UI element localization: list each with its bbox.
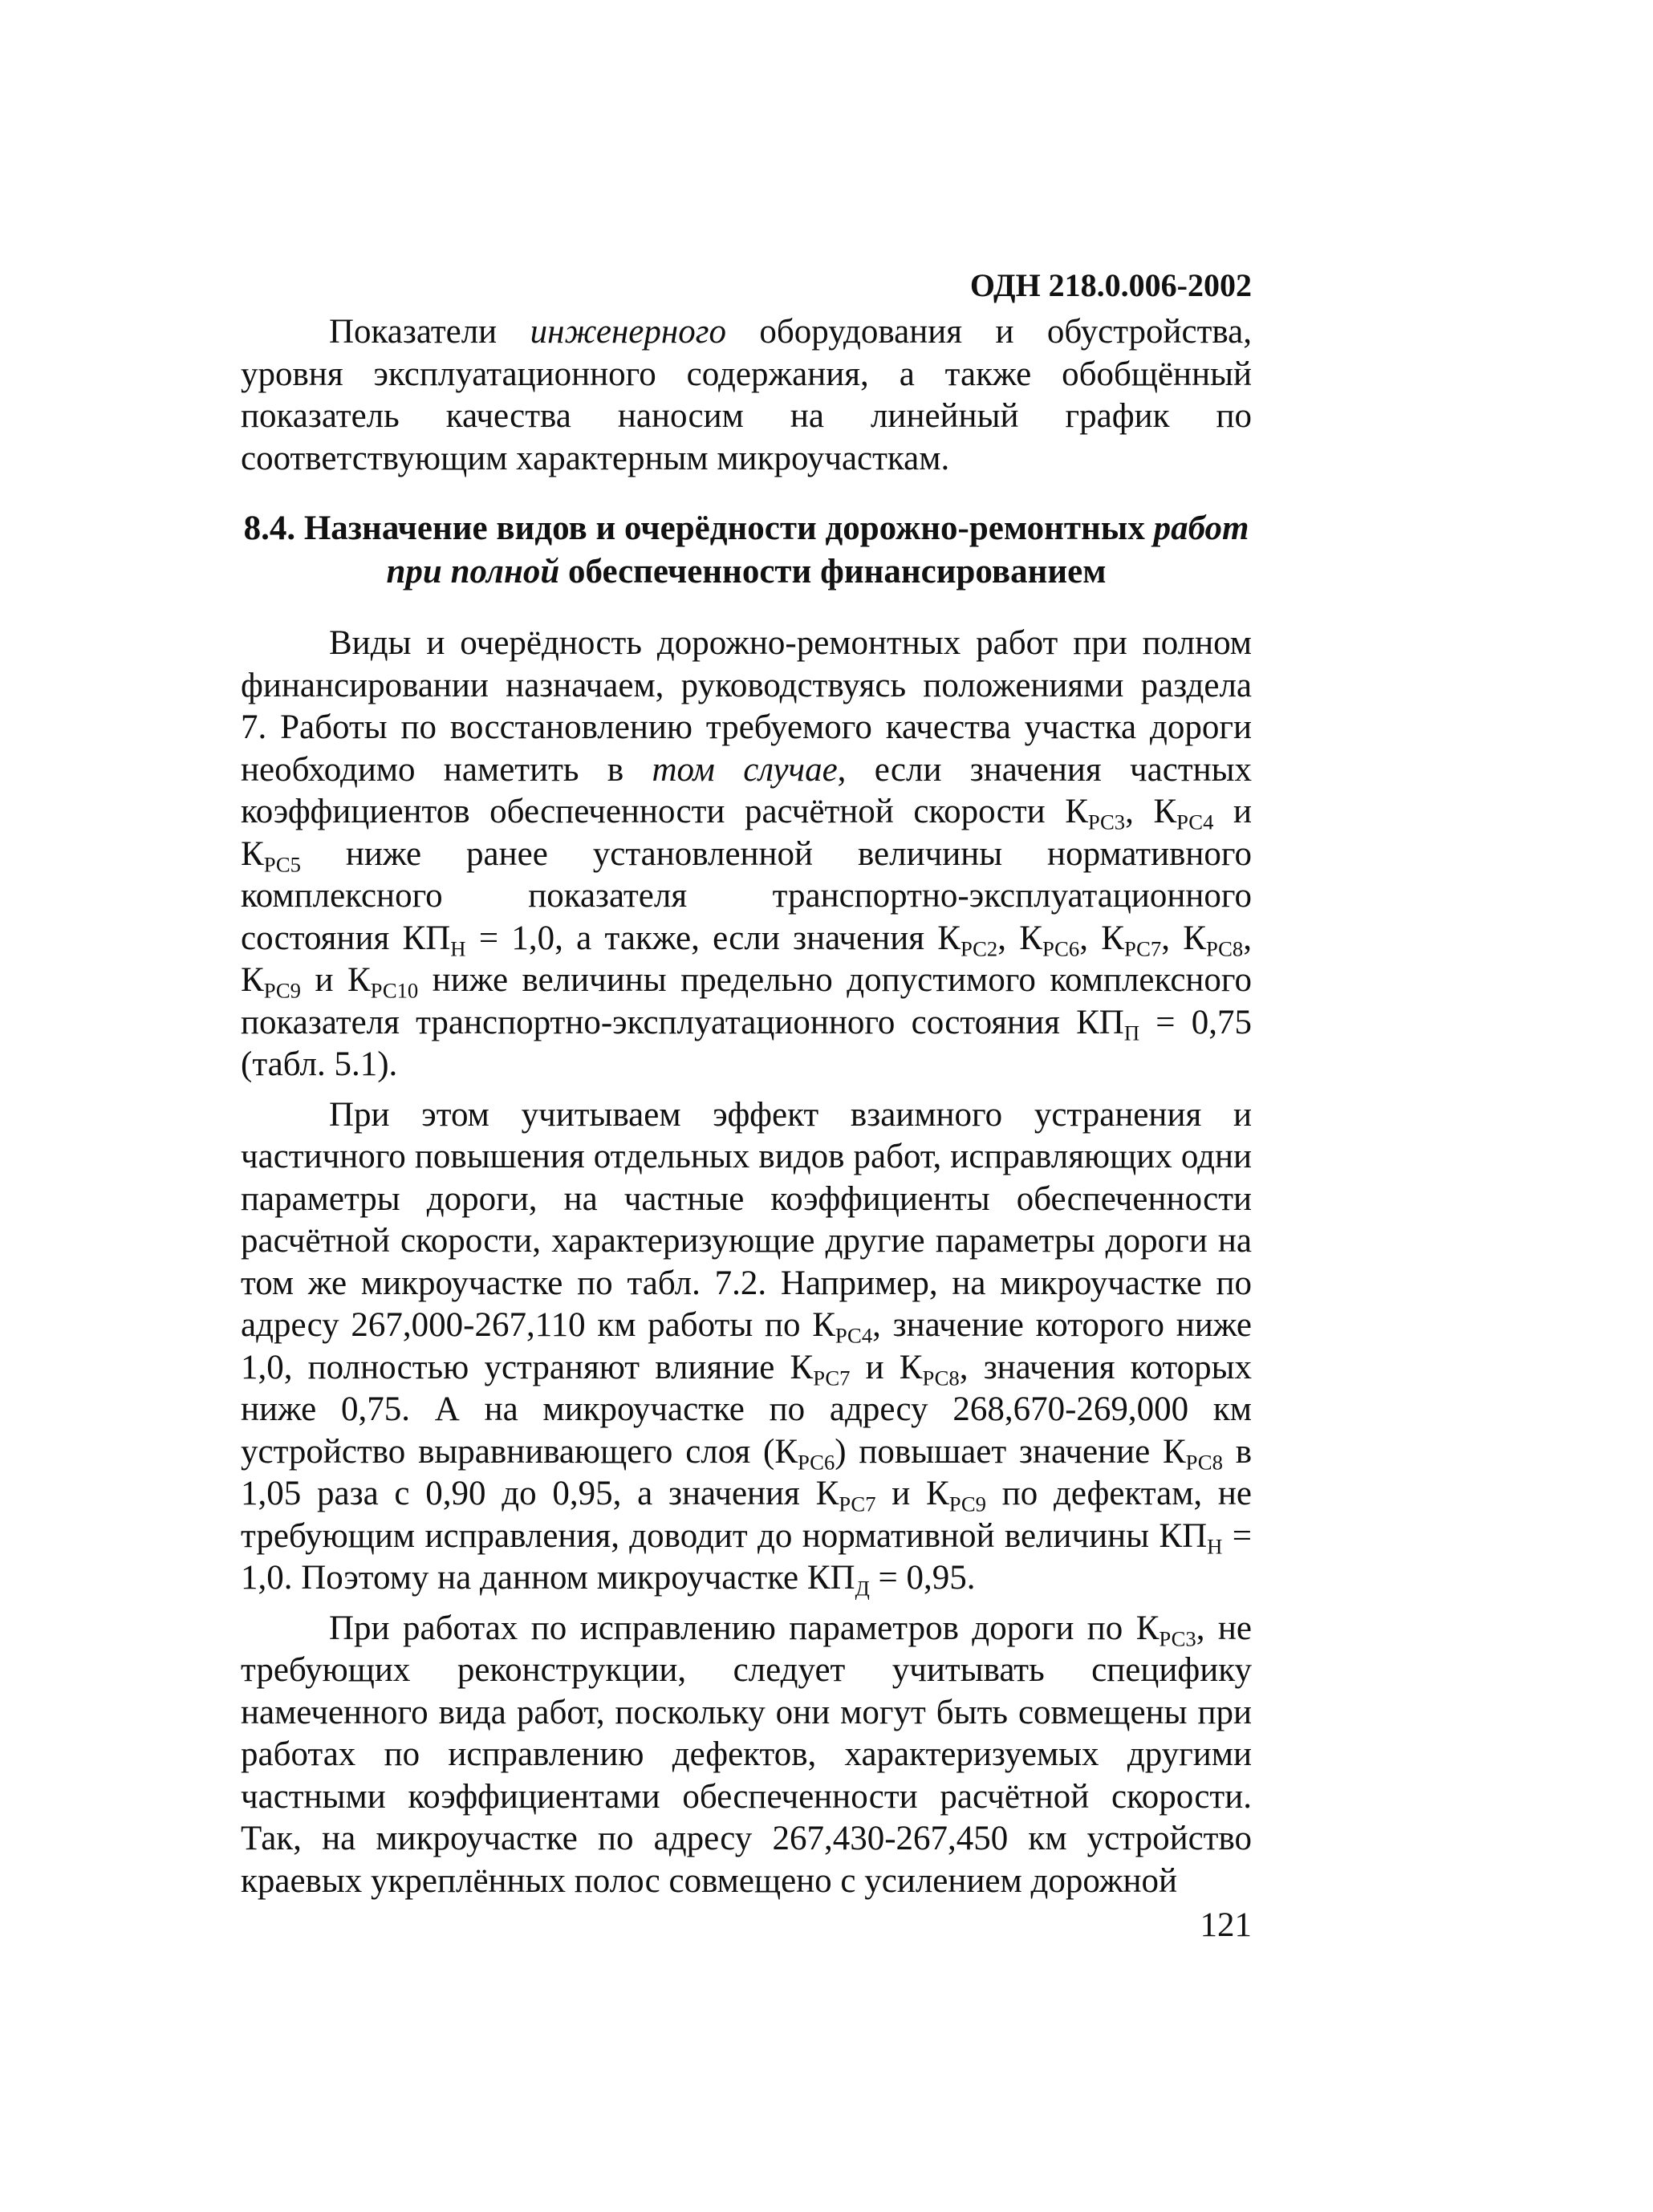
subscript: РС8 <box>922 1366 960 1390</box>
text-run: оборудования и обустройства, уровня эксплуатационного содержания, а также обобщённый показатель качества наносим на линейный график по соответствующим характерным микроучасткам. <box>241 313 1253 477</box>
text-run: = 0,75 (табл. 5.1). <box>241 1003 1252 1083</box>
text-run: ниже ранее установленной величины нормативного комплексного показателя транспортно-эксплуатационного состояния КП <box>241 834 1252 957</box>
text-run: = 1,0, а также, если значения К <box>465 919 961 957</box>
subscript: РС4 <box>835 1323 873 1348</box>
text-run: = 0,95. <box>869 1559 976 1597</box>
text-run-italic: том случае <box>652 750 838 789</box>
subscript: Н <box>450 936 466 961</box>
subscript: РС10 <box>370 978 419 1003</box>
text-run: и К <box>875 1475 949 1512</box>
text-run: Виды и очерёдность дорожно-ремонтных работ при полном финансировании назначаем, руководствуясь положениями раздела 7. Работы по восстановлению требуемого качества участка дороги необходимо наметить в <box>241 624 1252 789</box>
subscript: РС8 <box>1205 936 1244 961</box>
text-run: При работах по исправлению параметров дороги по К <box>329 1609 1160 1647</box>
subscript: РС2 <box>960 936 998 961</box>
text-run: , К <box>1161 919 1206 957</box>
subscript: Н <box>1207 1534 1223 1559</box>
text-run: , значение которого ниже 1,0, полностью устраняют влияние К <box>241 1306 1252 1386</box>
text-run: , К <box>1079 919 1124 957</box>
text-run: , если значения частных коэффициентов обеспеченности расчётной скорости К <box>241 750 1253 830</box>
subscript: РС8 <box>1185 1450 1223 1475</box>
subscript: РС4 <box>1176 810 1214 834</box>
text-run: ниже величины предельно допустимого комплексного показателя транспортно-эксплуатационного состояния КП <box>241 961 1252 1041</box>
subscript: РС3 <box>1159 1626 1196 1651</box>
page-number: 121 <box>1200 1906 1252 1944</box>
subscript: РС9 <box>263 978 301 1003</box>
paragraph-indicators <box>241 311 1252 480</box>
text-run: При этом учитываем эффект взаимного устранения и частичного повышения отдельных видов работ, исправляющих одни параметры дороги, на частные коэффициенты обеспеченности расчётной скорости, характеризующие другие параметры дороги на том же микроучастке по табл. 7.2. Например, на микроучастке по адресу 267,000-267,110 км работы по К <box>241 1095 1252 1344</box>
text-run: , не требующих реконструкции, следует учитывать специфику намеченного вида работ, поскольку они могут быть совмещены при работах по исправлению дефектов, характеризуемых другими частными коэффициентами обеспеченности расчётной скорости. Так, на микроучастке по адресу 267,430-267,450 км устройство краевых укреплённых полос совмещено с усилением дорожной <box>241 1609 1252 1900</box>
text-run: ) повышает значение К <box>835 1432 1186 1471</box>
text-run: по дефектам, не требующим исправления, доводит до нормативной величины КП <box>241 1475 1253 1555</box>
subscript: Д <box>855 1576 870 1601</box>
text-run: и К <box>850 1348 923 1386</box>
subscript: РС6 <box>1042 936 1080 961</box>
text-run: , К <box>1125 793 1177 830</box>
subscript: РС7 <box>813 1366 851 1390</box>
subscript: РС3 <box>1087 810 1126 834</box>
section-number: 8.4. <box>243 509 296 547</box>
text-run: и К <box>241 793 1252 873</box>
section-title-part: Назначение видов и очерёдности дорожно-ремонтных <box>295 509 1154 547</box>
text-run: , значения которых ниже 0,75. А на микроучастке по адресу 268,670-269,000 км устройство выравнивающего слоя (К <box>241 1348 1252 1471</box>
text-run: в 1,05 раза с 0,90 до 0,95, а значения К <box>241 1432 1253 1512</box>
paragraph-repair-types <box>241 623 1252 1086</box>
document-code-header: ОДН 218.0.006-2002 <box>969 267 1252 303</box>
subscript: РС7 <box>839 1492 876 1516</box>
text-run-italic: инженерного <box>530 313 726 351</box>
paragraph-mutual-elimination <box>241 1094 1252 1600</box>
text-run: и К <box>300 961 371 999</box>
paragraph-combined-works <box>241 1608 1252 1903</box>
section-heading <box>241 507 1252 594</box>
subscript: РС9 <box>948 1492 987 1516</box>
text-run: , К <box>241 919 1252 999</box>
text-run: , К <box>997 919 1042 957</box>
subscript: РС6 <box>798 1450 835 1475</box>
section-title-italic: работ при полной <box>386 509 1249 591</box>
subscript: П <box>1123 1021 1140 1045</box>
text-run: = 1,0. Поэтому на данном микроучастке КП <box>241 1516 1252 1597</box>
document-page <box>241 265 1252 1902</box>
text-run: Показатели <box>329 313 530 351</box>
subscript: РС7 <box>1123 936 1162 961</box>
section-title-part: обеспеченности финансированием <box>559 553 1107 591</box>
subscript: РС5 <box>263 852 301 877</box>
